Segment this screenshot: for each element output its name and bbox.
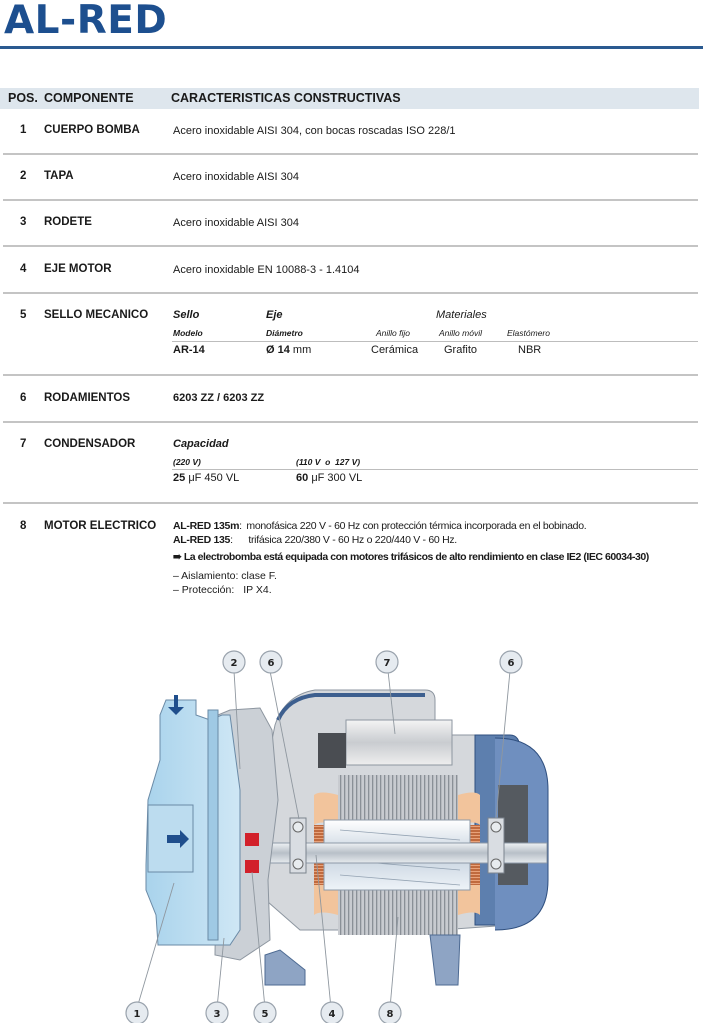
seal-sub-rule	[172, 341, 698, 342]
seal-diametro-label: Diámetro	[266, 328, 303, 338]
seal-anillo-movil-value: Grafito	[444, 344, 478, 356]
capacitor-v2-value: 60	[296, 472, 309, 484]
seal-modelo-value: AR-14	[173, 344, 205, 356]
table-header	[0, 88, 699, 109]
header-component: COMPONENTE	[44, 91, 134, 105]
capacitor-v1-rating: μF 450 VL	[188, 472, 240, 484]
header-pos: POS.	[8, 91, 38, 105]
callout-5	[254, 1002, 276, 1023]
row-pos: 4	[20, 263, 27, 275]
row-component: RODETE	[44, 216, 92, 228]
row-component: CUERPO BOMBA	[44, 124, 140, 136]
capacitor-v2-label: (110 V o 127 V)	[296, 457, 361, 467]
row-pos: 8	[20, 520, 27, 532]
motor-2-colon: :	[230, 534, 233, 546]
insulation-label: – Aislamiento:	[173, 570, 239, 582]
arrow-icon: ➠	[173, 551, 182, 563]
capacitor-v2-rating: μF 300 VL	[311, 472, 363, 484]
row-description: Acero inoxidable AISI 304	[173, 217, 299, 229]
seal-diametro-unit: mm	[292, 344, 312, 356]
row-pos: 7	[20, 438, 27, 450]
callout-label: 4	[328, 1009, 336, 1020]
motor-note: La electrobomba está equipada con motores trifásicos de alto rendimiento en clase IE2 (IEC 60034-30)	[183, 551, 649, 563]
callout-label: 2	[230, 658, 238, 669]
callout-label: 6	[507, 658, 515, 669]
callout-6-right	[500, 651, 522, 673]
callout-label: 6	[267, 658, 275, 669]
row-component: CONDENSADOR	[44, 438, 136, 450]
callout-3	[206, 1002, 228, 1023]
pump-feet	[265, 935, 460, 985]
title-rule	[0, 46, 703, 49]
row-description: Acero inoxidable AISI 304	[173, 171, 299, 183]
pump-cutaway-diagram	[100, 640, 600, 1023]
seal-diametro-value: Ø 14	[266, 344, 290, 356]
seal-modelo-label: Modelo	[173, 328, 203, 338]
callout-label: 8	[386, 1009, 394, 1020]
row-divider	[3, 199, 698, 201]
row-component: SELLO MECANICO	[44, 309, 149, 321]
row-description: Acero inoxidable AISI 304, con bocas roscadas ISO 228/1	[173, 125, 456, 137]
row-divider	[3, 245, 698, 247]
callout-8	[379, 1002, 401, 1023]
capacitor-sub-rule	[172, 469, 698, 470]
row-description: 6203 ZZ / 6203 ZZ	[173, 392, 265, 404]
callout-1	[126, 1002, 148, 1023]
motor-2-text: trifásica 220/380 V - 60 Hz o 220/440 V - 60 Hz.	[248, 534, 457, 546]
seal-eje-label: Eje	[266, 309, 283, 321]
row-divider	[3, 292, 698, 294]
row-divider	[3, 421, 698, 423]
row-pos: 1	[20, 124, 27, 136]
row-divider	[3, 502, 698, 504]
protection-label: – Protección:	[173, 584, 235, 596]
seal-anillo-fijo-label: Anillo fijo	[376, 328, 411, 338]
seal-elastomero-value: NBR	[518, 344, 542, 356]
header-characteristics: CARACTERISTICAS CONSTRUCTIVAS	[171, 91, 401, 105]
row-component: MOTOR ELECTRICO	[44, 520, 157, 532]
row-divider	[3, 374, 698, 376]
row-pos: 5	[20, 309, 27, 321]
callout-label: 7	[383, 658, 391, 669]
callout-label: 5	[261, 1009, 269, 1020]
seal-anillo-fijo-value: Cerámica	[371, 344, 419, 356]
seal-elastomero-label: Elastómero	[507, 328, 550, 338]
row-pos: 2	[20, 170, 27, 182]
row-description: Acero inoxidable EN 10088-3 - 1.4104	[173, 264, 360, 276]
callout-6-left	[260, 651, 282, 673]
motor-1-model: AL-RED 135m	[173, 520, 240, 532]
row-pos: 3	[20, 216, 27, 228]
seal-materiales-label: Materiales	[436, 309, 487, 321]
motor-2-model: AL-RED 135	[173, 534, 231, 546]
callout-7	[376, 651, 398, 673]
seal-sello-label: Sello	[173, 309, 200, 321]
row-component: EJE MOTOR	[44, 263, 112, 275]
callout-label: 1	[133, 1009, 141, 1020]
impeller	[208, 710, 218, 940]
insulation-value: clase F.	[241, 570, 277, 582]
pump-body	[146, 695, 240, 945]
row-divider	[3, 153, 698, 155]
page-title: AL-RED	[4, 0, 168, 43]
capacitor-v1-label: (220 V)	[173, 457, 201, 467]
row-pos: 6	[20, 392, 27, 404]
capacitor-label: Capacidad	[173, 438, 229, 450]
protection-value: IP X4.	[243, 584, 272, 596]
motor-1-colon: :	[239, 520, 242, 532]
callout-label: 3	[213, 1009, 221, 1020]
seal-anillo-movil-label: Anillo móvil	[439, 328, 482, 338]
callout-2	[223, 651, 245, 673]
row-component: TAPA	[44, 170, 74, 182]
callout-4	[321, 1002, 343, 1023]
motor-1-text: monofásica 220 V - 60 Hz con protección térmica incorporada en el bobinado.	[246, 520, 587, 532]
capacitor-v1-value: 25	[173, 472, 186, 484]
row-component: RODAMIENTOS	[44, 392, 131, 404]
